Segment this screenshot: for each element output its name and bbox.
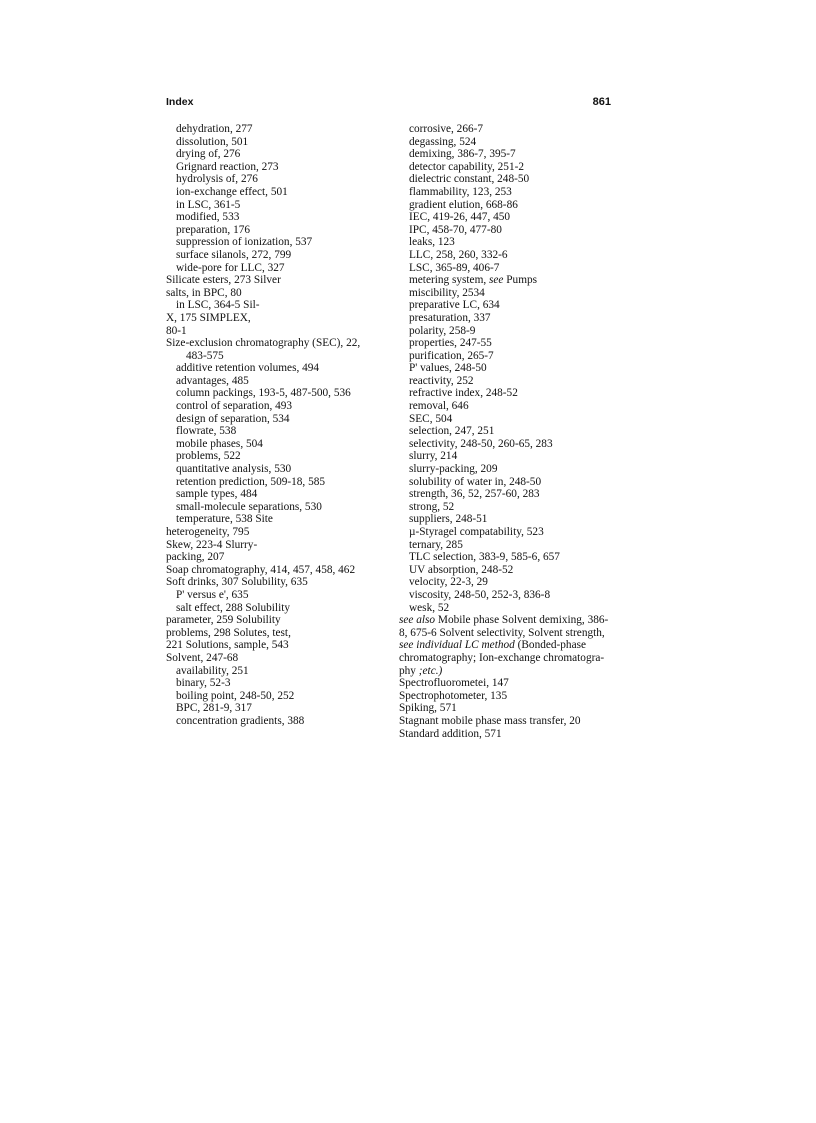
index-subentry: slurry-packing, 209 (409, 463, 498, 476)
index-subentry: solubility of water in, 248-50 (409, 475, 542, 488)
index-subentry: ternary, 285 (409, 538, 463, 551)
index-entry: Standard addition, 571 (399, 727, 502, 740)
see-reference: see (489, 274, 504, 287)
index-subentry: problems, 522 (176, 450, 241, 463)
see-target: Pumps (503, 274, 538, 287)
see-also-text: phy (399, 664, 419, 677)
metering-prefix: metering system, (409, 274, 490, 287)
page-header (166, 96, 611, 110)
index-subentry: concentration gradients, 388 (176, 714, 305, 727)
index-entry: Solvent, 247-68 (166, 651, 239, 664)
see-also-label: see also (399, 614, 436, 627)
index-subentry: ion-exchange effect, 501 (176, 185, 288, 198)
index-subentry: velocity, 22-3, 29 (409, 576, 488, 589)
index-subentry: LSC, 365-89, 406-7 (409, 261, 500, 274)
see-also-line: chromatography; Ion-exchange chromatogra- (399, 651, 605, 664)
index-subentry: strength, 36, 52, 257-60, 283 (409, 488, 540, 501)
index-subentry: purification, 265-7 (409, 349, 494, 362)
see-also-line (399, 614, 631, 627)
index-subentry: removal, 646 (409, 400, 469, 413)
index-subentry: design of separation, 534 (176, 412, 290, 425)
index-subentry: dielectric constant, 248-50 (409, 173, 530, 186)
index-subentry: modified, 533 (176, 211, 240, 224)
etc-label: ;etc.) (418, 664, 443, 677)
index-subentry: surface silanols, 272, 799 (176, 248, 292, 261)
see-also-line (399, 665, 631, 678)
index-subentry: miscibility, 2534 (409, 286, 485, 299)
running-head-title: Index (166, 96, 194, 108)
page-number: 861 (592, 96, 611, 108)
index-subentry: TLC selection, 383-9, 585-6, 657 (409, 551, 560, 564)
index-column-left (166, 123, 391, 728)
index-subentry: wesk, 52 (409, 601, 450, 614)
index-subentry: suppression of ionization, 537 (176, 236, 313, 249)
see-also-text: Mobile phase Solvent demixing, 386- (435, 614, 609, 627)
index-subentry: demixing, 386-7, 395-7 (409, 148, 516, 161)
index-entry: problems, 298 Solutes, test, (166, 626, 291, 639)
index-column-right (399, 123, 631, 740)
index-subentry: polarity, 258-9 (409, 324, 476, 337)
index-subentry: BPC, 281-9, 317 (176, 702, 252, 715)
see-also-line: 8, 675-6 Solvent selectivity, Solvent strength, (399, 626, 605, 639)
index-subentry: availability, 251 (176, 664, 249, 677)
index-subentry: gradient elution, 668-86 (409, 198, 518, 211)
index-subentry: mobile phases, 504 (176, 437, 263, 450)
index-entry: salts, in BPC, 80 (166, 286, 242, 299)
index-entry: Size-exclusion chromatography (SEC), 22, (166, 337, 361, 350)
index-subentry: preparative LC, 634 (409, 299, 500, 312)
index-subentry: refractive index, 248-52 (409, 387, 518, 400)
index-entry: parameter, 259 Solubility (166, 614, 281, 627)
index-entry: 80-1 (166, 324, 187, 337)
index-entry: Stagnant mobile phase mass transfer, 20 (399, 714, 581, 727)
index-subentry: detector capability, 251-2 (409, 160, 525, 173)
index-subentry: 483-575 (186, 349, 224, 362)
index-entry: Spectrofluorometei, 147 (399, 677, 509, 690)
index-subentry: dehydration, 277 (176, 123, 253, 135)
index-subentry: presaturation, 337 (409, 311, 491, 324)
index-subentry: P' values, 248-50 (409, 362, 487, 375)
index-entry: heterogeneity, 795 (166, 526, 250, 538)
see-also-text: (Bonded-phase (514, 639, 587, 652)
index-entry: packing, 207 (166, 551, 225, 564)
index-subentry: leaks, 123 (409, 236, 455, 249)
index-entry: Soft drinks, 307 Solubility, 635 (166, 576, 308, 589)
index-subentry: binary, 52-3 (176, 677, 231, 690)
index-subentry: boiling point, 248-50, 252 (176, 689, 295, 702)
index-subentry: IEC, 419-26, 447, 450 (409, 211, 511, 224)
see-also-line (399, 639, 631, 652)
index-subentry: retention prediction, 509-18, 585 (176, 475, 326, 488)
index-entry: 221 Solutions, sample, 543 (166, 639, 289, 652)
index-subentry: flammability, 123, 253 (409, 185, 512, 198)
index-subentry: hydrolysis of, 276 (176, 173, 258, 186)
index-subentry: SEC, 504 (409, 412, 453, 425)
index-subentry: temperature, 538 Site (176, 513, 273, 526)
index-subentry: sample types, 484 (176, 488, 258, 501)
metering-entry (399, 274, 631, 287)
index-subentry: drying of, 276 (176, 148, 241, 161)
index-subentry: wide-pore for LLC, 327 (176, 261, 285, 274)
index-subentry: suppliers, 248-51 (409, 513, 488, 526)
index-subentry: dissolution, 501 (176, 135, 249, 148)
index-subentry: in LSC, 364-5 Sil- (176, 299, 260, 312)
index-subentry: preparation, 176 (176, 223, 251, 236)
index-subentry: reactivity, 252 (409, 374, 474, 387)
index-entry: X, 175 SIMPLEX, (166, 311, 251, 324)
index-subentry: control of separation, 493 (176, 400, 293, 413)
index-subentry: LLC, 258, 260, 332-6 (409, 248, 508, 261)
see-individual-label: see individual LC method (399, 639, 515, 652)
index-subentry: additive retention volumes, 494 (176, 362, 320, 375)
index-subentry: strong, 52 (409, 500, 455, 513)
index-subentry: in LSC, 361-5 (176, 198, 241, 211)
index-subentry: salt effect, 288 Solubility (176, 601, 291, 614)
index-subentry: IPC, 458-70, 477-80 (409, 223, 502, 236)
index-entry: Spectrophotometer, 135 (399, 689, 508, 702)
index-subentry: corrosive, 266-7 (409, 123, 484, 135)
index-subentry: advantages, 485 (176, 374, 249, 387)
index-subentry: Grignard reaction, 273 (176, 160, 279, 173)
index-subentry: properties, 247-55 (409, 337, 492, 350)
index-subentry: UV absorption, 248-52 (409, 563, 514, 576)
index-subentry: quantitative analysis, 530 (176, 463, 292, 476)
index-entry: Silicate esters, 273 Silver (166, 274, 281, 287)
index-entry: Soap chromatography, 414, 457, 458, 462 (166, 563, 356, 576)
index-entry: Spiking, 571 (399, 702, 457, 715)
index-subentry: small-molecule separations, 530 (176, 500, 322, 513)
index-subentry: slurry, 214 (409, 450, 458, 463)
index-subentry: selection, 247, 251 (409, 425, 495, 438)
index-subentry: column packings, 193-5, 487-500, 536 (176, 387, 351, 400)
index-subentry: selectivity, 248-50, 260-65, 283 (409, 437, 553, 450)
index-subentry: P' versus e', 635 (176, 588, 249, 601)
index-subentry: degassing, 524 (409, 135, 477, 148)
index-entry: Skew, 223-4 Slurry- (166, 538, 258, 551)
index-subentry: µ-Styragel compatability, 523 (409, 526, 544, 538)
index-subentry: viscosity, 248-50, 252-3, 836-8 (409, 588, 551, 601)
index-subentry: flowrate, 538 (176, 425, 237, 438)
